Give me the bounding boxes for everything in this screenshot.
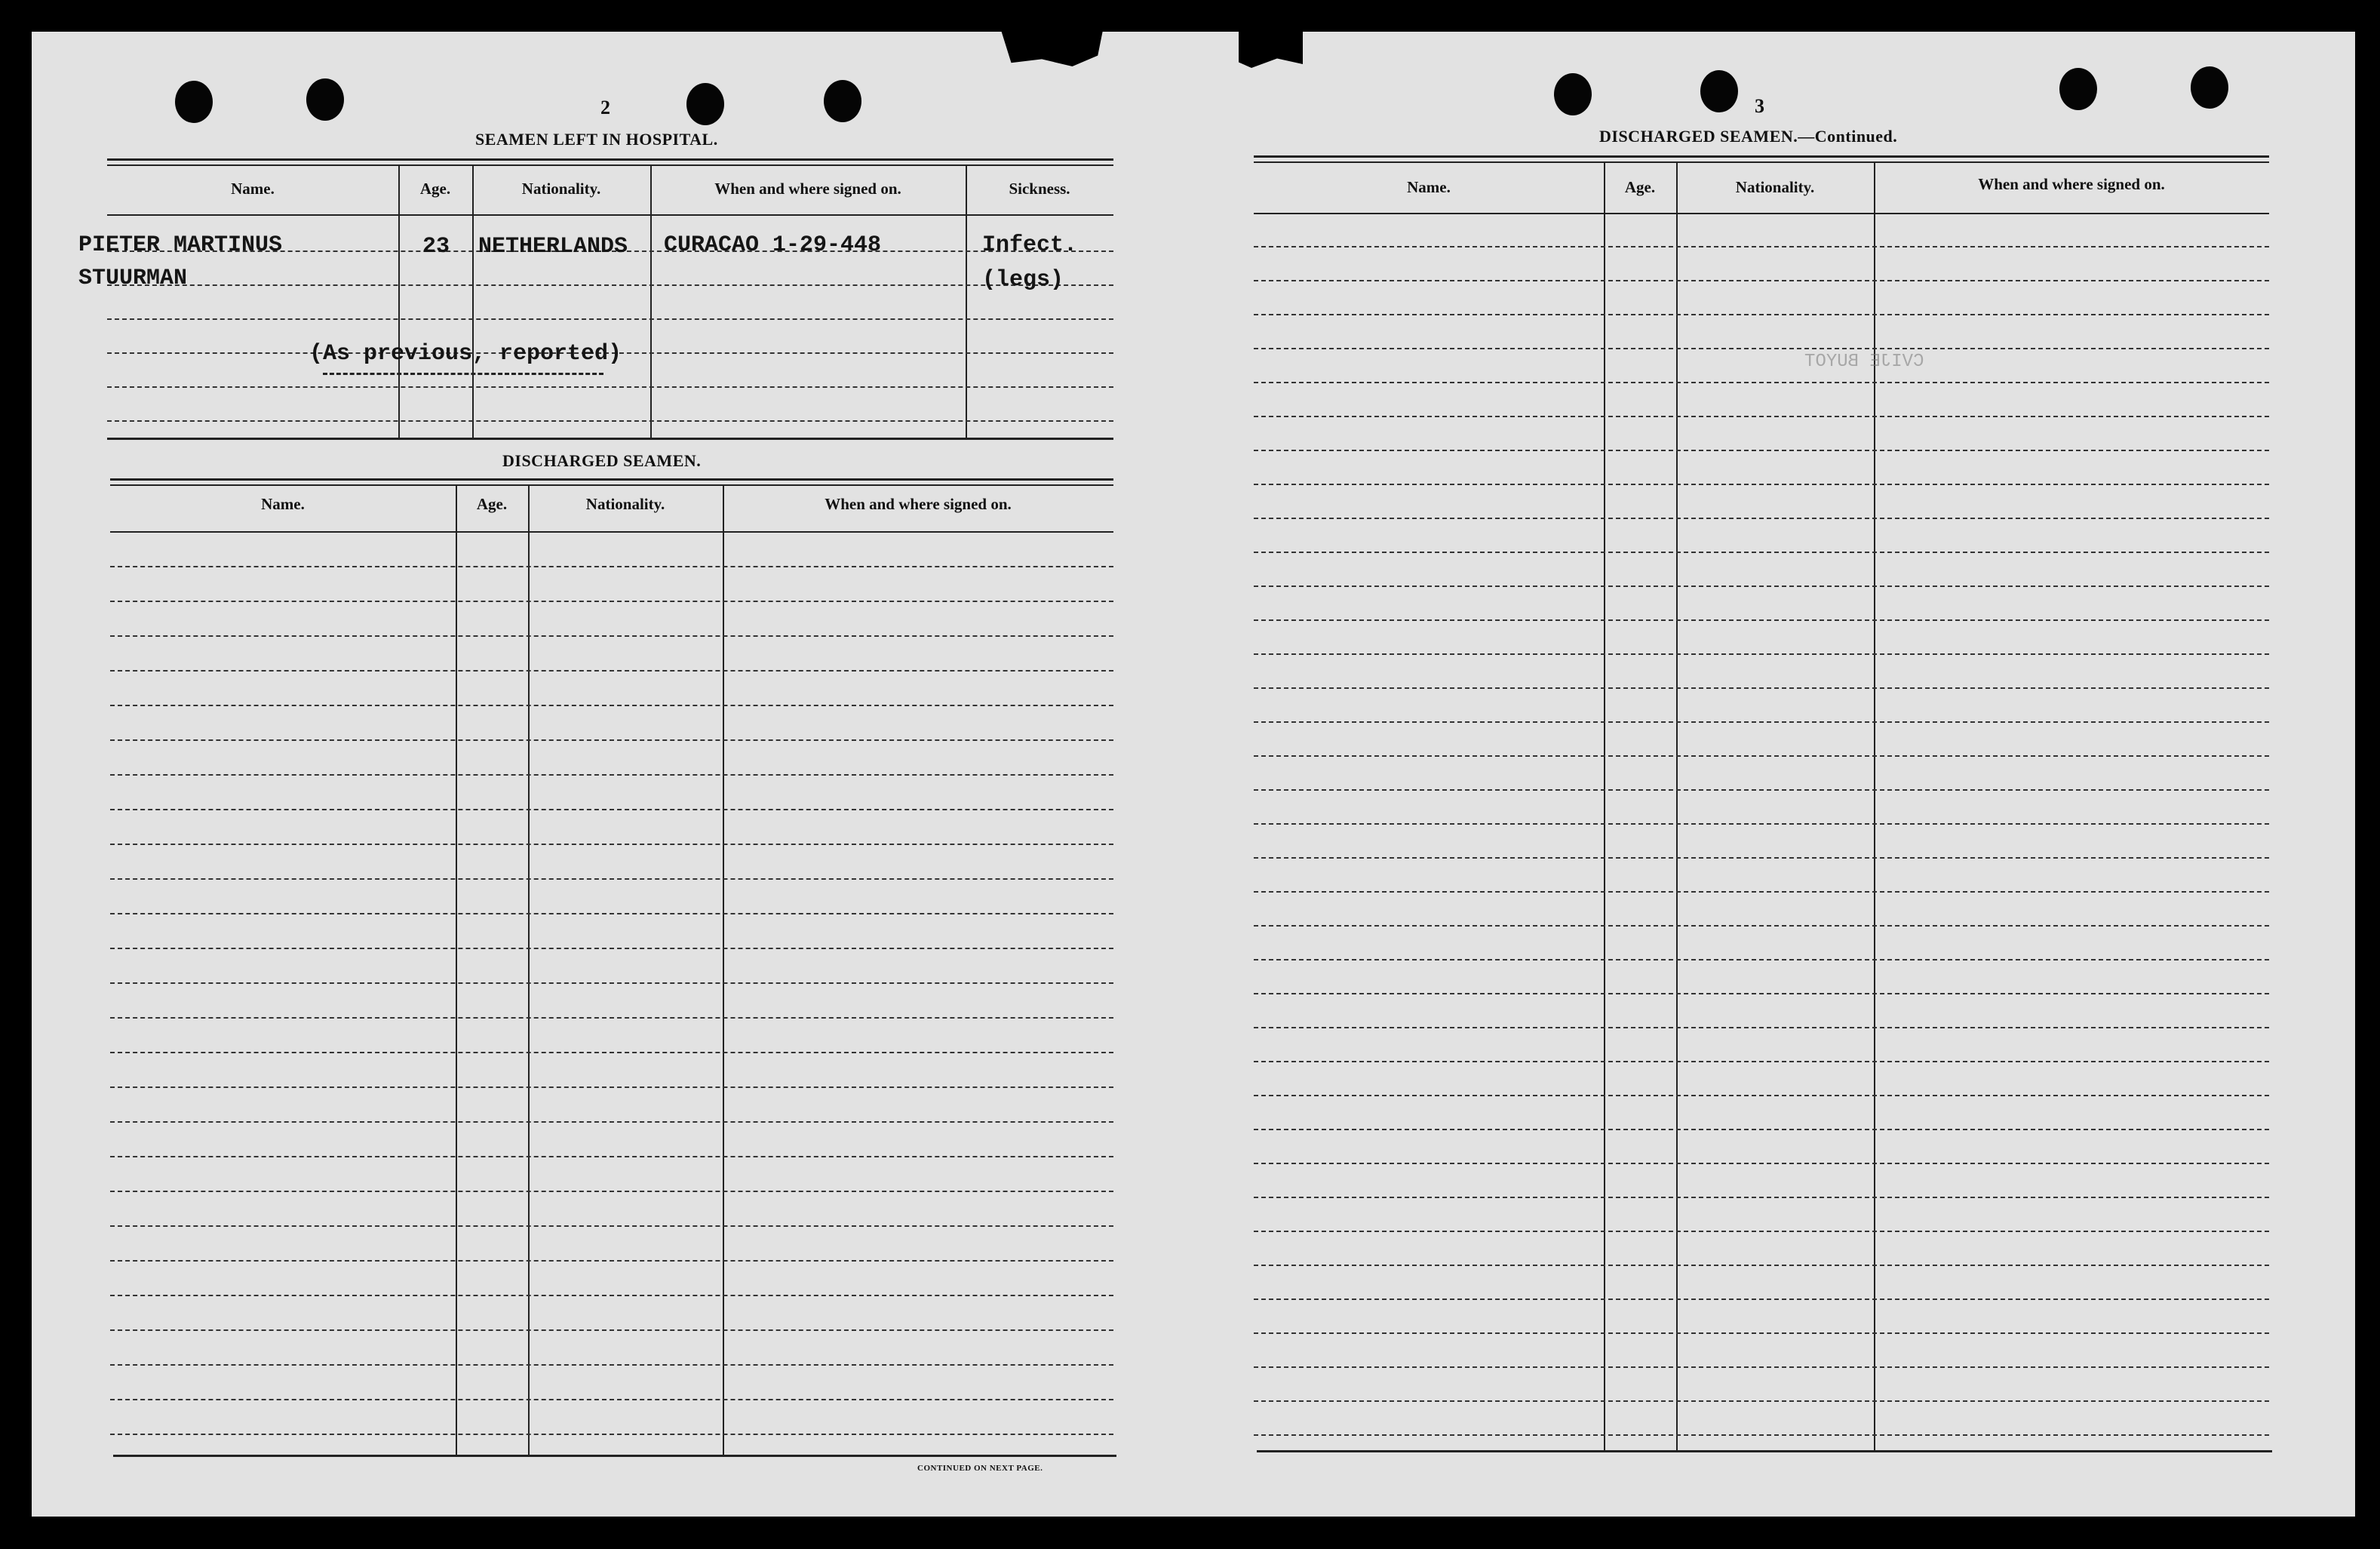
column-header-sickness: Sickness. (1009, 180, 1070, 198)
row-line (1254, 1332, 2269, 1334)
row-line (1254, 416, 2269, 417)
torn-edge (1239, 30, 1303, 68)
row-line (110, 1295, 1113, 1296)
row-line (110, 878, 1113, 880)
punch-hole-icon (2191, 66, 2228, 109)
row-line (1254, 1434, 2269, 1436)
row-line (110, 948, 1113, 949)
row-line (1254, 755, 2269, 757)
row-line (1254, 552, 2269, 553)
row-line (110, 1434, 1113, 1435)
column-header-nationality: Nationality. (585, 495, 665, 513)
continued-note: CONTINUED ON NEXT PAGE. (917, 1464, 1043, 1473)
row-line (110, 913, 1113, 914)
row-line (1254, 1129, 2269, 1130)
row-line (1254, 246, 2269, 247)
column-header-name: Name. (1407, 178, 1451, 196)
row-line (1254, 1299, 2269, 1300)
row-line (110, 1086, 1113, 1088)
table-rule (107, 214, 1113, 216)
column-divider (1676, 163, 1678, 1452)
column-header-signed-on: When and where signed on. (714, 180, 901, 198)
row-line (1254, 280, 2269, 281)
table-rule (107, 164, 1113, 166)
row-line (1254, 1163, 2269, 1164)
punch-hole-icon (175, 81, 213, 123)
column-header-age: Age. (1624, 178, 1656, 196)
column-divider (650, 166, 652, 439)
row-line (1254, 1265, 2269, 1266)
row-line (1254, 585, 2269, 587)
column-header-age: Age. (419, 180, 451, 198)
row-line (110, 566, 1113, 567)
seaman-sickness-line1: Infect. (982, 232, 1078, 258)
column-divider (1604, 163, 1605, 1452)
row-line (107, 284, 1113, 286)
row-line (1254, 959, 2269, 960)
table-rule (110, 478, 1113, 481)
column-header-nationality: Nationality. (1735, 178, 1815, 196)
table-rule (110, 484, 1113, 486)
row-line (110, 774, 1113, 776)
row-line (110, 601, 1113, 602)
row-line (1254, 518, 2269, 519)
row-line (1254, 1197, 2269, 1198)
previously-reported-note: (As previous, reported) (309, 341, 622, 367)
row-line (1254, 823, 2269, 825)
row-line (1254, 1366, 2269, 1368)
row-line (110, 1329, 1113, 1331)
table-rule (107, 158, 1113, 161)
row-line (1254, 450, 2269, 451)
punch-hole-icon (824, 80, 861, 122)
document-sheet (32, 32, 2355, 1517)
row-line (110, 1156, 1113, 1157)
row-line (1254, 721, 2269, 723)
column-header-name: Name. (231, 180, 275, 198)
row-line (110, 635, 1113, 637)
table-rule (110, 531, 1113, 533)
punch-hole-icon (306, 78, 344, 121)
row-line (110, 1399, 1113, 1400)
discharged-section-title: DISCHARGED SEAMEN. (502, 451, 702, 470)
table-rule (1254, 161, 2269, 163)
row-line (110, 844, 1113, 845)
row-line (1254, 348, 2269, 349)
note-underline (323, 373, 603, 375)
hospital-section-title: SEAMEN LEFT IN HOSPITAL. (475, 130, 718, 149)
seaman-nationality: NETHERLANDS (478, 234, 628, 260)
bleed-through-text: CVIJE BUYOT (1804, 352, 1924, 372)
row-line (1254, 484, 2269, 485)
page-number: 3 (1755, 95, 1764, 117)
row-line (1254, 382, 2269, 383)
column-header-nationality: Nationality. (521, 180, 601, 198)
column-divider (398, 166, 400, 439)
row-line (1254, 1061, 2269, 1062)
page-number: 2 (600, 97, 610, 118)
column-header-name: Name. (261, 495, 305, 513)
row-line (110, 982, 1113, 984)
table-rule (113, 1455, 1116, 1457)
row-line (1254, 687, 2269, 689)
column-divider (528, 486, 530, 1455)
row-line (110, 670, 1113, 672)
punch-hole-icon (2059, 68, 2097, 110)
seaman-age: 23 (422, 234, 450, 260)
row-line (1254, 1095, 2269, 1096)
table-rule (1254, 155, 2269, 158)
row-line (1254, 1027, 2269, 1028)
torn-edge (1001, 30, 1103, 66)
row-line (1254, 1400, 2269, 1402)
column-header-age: Age. (476, 495, 508, 513)
column-divider (723, 486, 724, 1455)
row-line (1254, 891, 2269, 893)
table-rule (1254, 213, 2269, 214)
row-line (1254, 653, 2269, 655)
row-line (1254, 993, 2269, 994)
column-header-signed-on: When and where signed on. (1978, 175, 2165, 193)
seaman-sickness-line2: (legs) (982, 267, 1064, 293)
column-divider (456, 486, 457, 1455)
row-line (110, 1191, 1113, 1192)
discharged-continued-title: DISCHARGED SEAMEN.—Continued. (1599, 127, 1898, 146)
table-rule (107, 438, 1113, 440)
row-line (110, 1225, 1113, 1227)
seaman-name-line1: PIETER MARTINUS (78, 232, 283, 258)
row-line (1254, 1231, 2269, 1232)
row-line (1254, 314, 2269, 315)
seaman-name-line2: STUURMAN (78, 266, 188, 291)
punch-hole-icon (1554, 73, 1592, 115)
row-line (110, 705, 1113, 706)
row-line (110, 1121, 1113, 1123)
seaman-signed-on: CURACAO 1-29-448 (664, 232, 882, 258)
row-line (110, 739, 1113, 741)
column-divider (966, 166, 967, 439)
table-rule (1257, 1450, 2272, 1452)
punch-hole-icon (686, 83, 724, 125)
column-divider (472, 166, 474, 439)
column-header-signed-on: When and where signed on. (825, 495, 1012, 513)
row-line (110, 1260, 1113, 1262)
row-line (1254, 925, 2269, 927)
row-line (107, 420, 1113, 422)
row-line (110, 1017, 1113, 1019)
row-line (110, 809, 1113, 810)
row-line (1254, 857, 2269, 859)
row-line (110, 1364, 1113, 1366)
row-line (107, 386, 1113, 388)
row-line (1254, 619, 2269, 621)
row-line (1254, 789, 2269, 791)
row-line (110, 1052, 1113, 1053)
punch-hole-icon (1700, 70, 1738, 112)
row-line (107, 318, 1113, 320)
